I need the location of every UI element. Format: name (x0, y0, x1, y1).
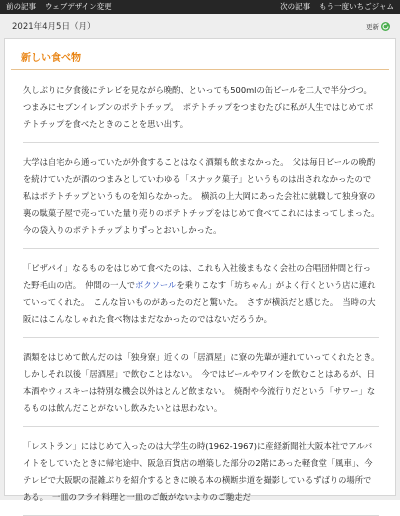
prev-article-link[interactable]: 前の記事 (6, 2, 36, 11)
post-date: 2021年4月5日（月） (12, 22, 96, 32)
paragraph-3-end: を乗りこなす「坊ちゃん」がよく行くという店に連れていってくれた。 こんな旨いものがあったのだと驚いた。 さすが横浜だと感じた。 当時の大阪にはこんなしゃれた食べ物はまだなかったのではないだろうか。 (23, 280, 376, 324)
web-design-change-link[interactable]: ウェブデザイン変更 (45, 2, 112, 11)
paragraph-1: 久しぶりに夕食後にテレビを見ながら晩酌、といっても500mlの缶ビールを二人で半分づつ。 つまみにセブンイレブンのポテトチップ。 ポテトチップをつまむたびに私が人生ではじめてポテトチップを食べたときのことを思い出す。 (23, 76, 379, 143)
refresh-label: 更新 (366, 22, 379, 31)
paragraph-2: 大学は自宅から通っていたが外食することはなく酒類も飲まなかった。 父は毎日ビールの晩酌を続けていたが酒のつまみとしていわゆる「スナック菓子」というものは出されなかったので私はポテトチップというものを知らなかった。 横浜の上大岡にあった会社に就職して独身寮の裏の駄菓子屋で売っていた量り売りのポテトチップをはじめて食べてこれにはまってしまった。 今の袋入りのポテトチップよりずっとおいしかった。 (23, 148, 379, 249)
article-title: 新しい食べ物 (11, 39, 389, 70)
refresh-button[interactable] (366, 22, 390, 31)
vauxhall-link[interactable]: ボクソール (135, 280, 177, 290)
paragraph-3 (23, 254, 379, 338)
top-nav-bar (0, 0, 400, 14)
top-nav-left (6, 0, 112, 14)
jam-article-link[interactable]: もう一度いちごジャム (319, 2, 394, 11)
top-nav-right (280, 0, 394, 14)
next-article-link[interactable]: 次の記事 (280, 2, 311, 11)
paragraph-5: 「レストラン」にはじめて入ったのは大学生の時(1962-1967)に産経新聞社大阪本社でアルバイトをしていたときに帰宅途中、阪急百貨店の増築した部分の2階にあった軽食堂「風車」、今テレビで大阪駅の混雑ぶりを紹介するときに映る本の横断歩道を撮影しているずばりの場所である。 一皿のフライ料理と一皿のご飯がないよりのご馳走だ (23, 432, 379, 516)
date-bar (4, 14, 396, 38)
content-area (0, 14, 400, 500)
article-body (5, 70, 395, 516)
article-card (4, 38, 396, 502)
paragraph-3-start: 「ピザパイ」なるものをはじめて食べたのは、これも入社後まもなく会社の合唱団仲間と行った野毛山の店。 仲間の一人で (23, 263, 371, 290)
paragraph-4: 酒類をはじめて飲んだのは「独身寮」近くの「居酒屋」に寮の先輩が連れていってくれたとき。 しかしそれ以後「居酒屋」で飲むことはない。 今ではビールやワインを飲むことはあるが、日本酒やウィスキーは特別な機会以外はとんど飲まない。 焼酎や今流行りだという「サワー」なるものは飲んだことがないし飲みたいとは思わない。 (23, 343, 379, 427)
refresh-icon[interactable] (381, 22, 390, 31)
